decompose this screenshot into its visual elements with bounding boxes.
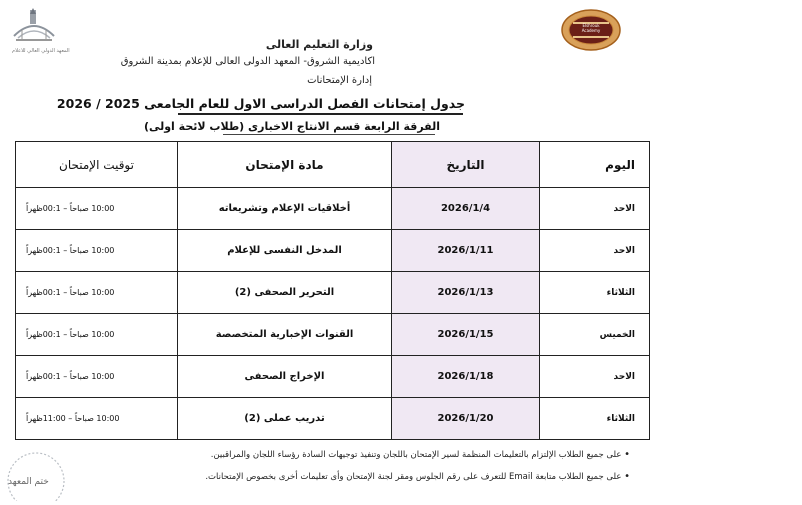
title-underline [178, 113, 463, 115]
subject-value: التحرير الصحفى (2) [234, 287, 335, 298]
cell-day [540, 314, 650, 356]
header-date-label: التاريخ [446, 157, 485, 172]
cell-day [540, 188, 650, 230]
building-logo-icon [10, 8, 58, 50]
cell-day [540, 356, 650, 398]
page-subtitle: الفرقة الرابعة قسم الانتاج الاخبارى (طلاب لائحة اولى) [143, 120, 440, 133]
page-title: جدول إمتحانات الفصل الدراسى الاول للعام الجامعى 2025 / 2026 [56, 96, 465, 111]
subject-value: المدخل النفسى للإعلام [227, 245, 342, 256]
header-day [540, 142, 650, 188]
header-subject [178, 142, 392, 188]
stamp-label: ختم المعهد [8, 477, 49, 487]
cell-subject [178, 314, 392, 356]
note-2 [150, 471, 630, 482]
cell-subject [178, 398, 392, 440]
time-value: 10:00 صباحاً – 00:1ظهراً [26, 372, 115, 381]
table-row [16, 230, 650, 272]
note-2-text: على جميع الطلاب متابعة Email للتعرف على رقم الجلوس ومقر لجنة الإمتحان وأى تعليمات أخرى بخصوص الإمتحانات. [205, 472, 622, 482]
cell-time [16, 356, 178, 398]
cell-date [392, 398, 540, 440]
note-1 [150, 449, 630, 460]
table-row [16, 398, 650, 440]
cell-subject [178, 188, 392, 230]
bullet-icon: • [624, 449, 630, 460]
cell-subject [178, 230, 392, 272]
header-time-label: توقيت الإمتحان [59, 157, 134, 172]
cell-day [540, 398, 650, 440]
cell-date [392, 230, 540, 272]
date-value: 2026/1/20 [437, 413, 494, 424]
table-header-row [16, 142, 650, 188]
cell-subject [178, 356, 392, 398]
date-value: 2026/1/18 [437, 371, 494, 382]
date-value: 2026/1/4 [440, 203, 491, 214]
header-subject-label: مادة الإمتحان [245, 157, 324, 172]
subject-value: الإخراج الصحفى [244, 371, 325, 382]
day-value: الخميس [599, 329, 635, 340]
note-1-text: على جميع الطلاب الإلتزام بالتعليمات المنظمة لسير الإمتحان باللجان وتنفيذ توجيهات السادة رؤساء اللجان والمراقبين. [210, 450, 622, 460]
date-value: 2026/1/11 [437, 245, 494, 256]
header-date [392, 142, 540, 188]
subject-value: أخلاقيات الإعلام وتشريعاته [218, 203, 351, 214]
table-row [16, 188, 650, 230]
academy-logo-text: Elshrouk Academy [581, 23, 601, 33]
day-value: الاحد [613, 203, 635, 214]
subtitle-underline [223, 134, 435, 135]
academy-name: اكاديمية الشروق- المعهد الدولى العالى للإعلام بمدينة الشروق [120, 56, 375, 67]
institute-logo-left [10, 8, 70, 58]
cell-date [392, 314, 540, 356]
cell-time [16, 314, 178, 356]
day-value: الاحد [613, 245, 635, 256]
logo-left-caption: المعهد الدولي العالي للاعلام [12, 48, 70, 54]
exam-schedule-table [15, 141, 650, 440]
institute-stamp [0, 447, 72, 501]
day-value: الاحد [613, 371, 635, 382]
cell-time [16, 188, 178, 230]
time-value: 10:00 صباحاً – 00:1ظهراً [26, 330, 115, 339]
cell-time [16, 230, 178, 272]
cell-day [540, 230, 650, 272]
stamp-circle-icon [0, 447, 72, 501]
date-value: 2026/1/15 [437, 329, 494, 340]
table-row [16, 272, 650, 314]
cell-date [392, 356, 540, 398]
subject-value: القنوات الإخبارية المتخصصة [215, 329, 354, 340]
time-value: 10:00 صباحاً – 11:00ظهراً [26, 414, 120, 423]
ministry-name: وزارة التعليم العالى [265, 38, 373, 51]
date-value: 2026/1/13 [437, 287, 494, 298]
cell-date [392, 188, 540, 230]
time-value: 10:00 صباحاً – 00:1ظهراً [26, 204, 115, 213]
time-value: 10:00 صباحاً – 00:1ظهراً [26, 246, 115, 255]
day-value: الثلاثاء [606, 287, 635, 298]
cell-time [16, 398, 178, 440]
table-row [16, 356, 650, 398]
academy-logo-right [561, 8, 621, 52]
cell-subject [178, 272, 392, 314]
subject-value: تدريب عملى (2) [244, 413, 325, 424]
header-time [16, 142, 178, 188]
day-value: الثلاثاء [606, 413, 635, 424]
table-row [16, 314, 650, 356]
cell-time [16, 272, 178, 314]
cell-day [540, 272, 650, 314]
header-day-label: اليوم [605, 157, 635, 172]
department-name: إدارة الإمتحانات [307, 75, 372, 86]
time-value: 10:00 صباحاً – 00:1ظهراً [26, 288, 115, 297]
cell-date [392, 272, 540, 314]
bullet-icon: • [624, 471, 630, 482]
